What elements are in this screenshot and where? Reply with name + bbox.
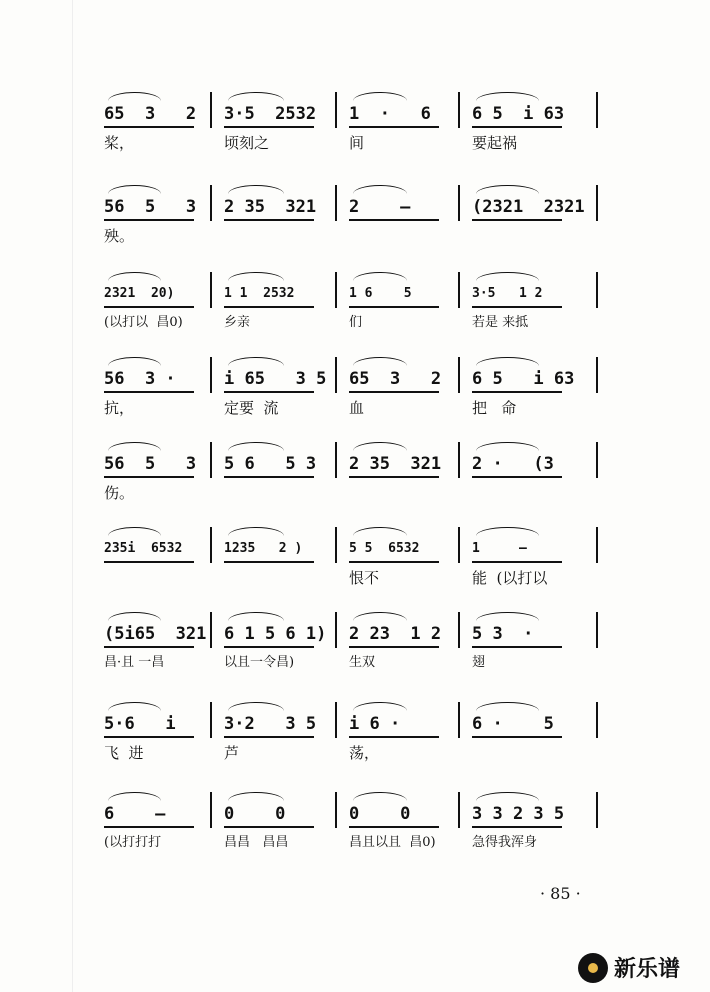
barline xyxy=(335,357,337,393)
beam-line xyxy=(349,736,439,738)
beam-line xyxy=(349,561,439,563)
barline xyxy=(335,612,337,648)
barline xyxy=(596,527,598,563)
measure-notes: 65 3 2 xyxy=(104,104,197,124)
barline xyxy=(458,527,460,563)
beam-line xyxy=(224,219,314,221)
barline xyxy=(335,792,337,828)
measure-notes: i 6 · xyxy=(349,714,401,734)
barline xyxy=(458,702,460,738)
slur-mark xyxy=(353,442,407,451)
slur-mark xyxy=(476,527,539,536)
lyric-text: 以且一令昌) xyxy=(224,655,295,670)
slur-mark xyxy=(476,357,539,366)
measure-notes: 6 5 i 63 xyxy=(472,104,565,124)
slur-mark xyxy=(353,92,407,101)
barline xyxy=(596,357,598,393)
measure-notes: 1 1 2532 xyxy=(224,286,295,301)
slur-mark xyxy=(228,792,284,801)
barline xyxy=(335,185,337,221)
beam-line xyxy=(224,736,314,738)
beam-line xyxy=(349,476,439,478)
barline xyxy=(458,612,460,648)
beam-line xyxy=(224,476,314,478)
lyric-text: 殃。 xyxy=(104,227,135,245)
slur-mark xyxy=(108,792,161,801)
beam-line xyxy=(349,391,439,393)
measure-notes: 6 1 5 6 1) xyxy=(224,624,327,644)
barline xyxy=(210,272,212,308)
lyric-text: 顷刻之 xyxy=(224,134,270,152)
slur-mark xyxy=(228,92,284,101)
slur-mark xyxy=(353,612,407,621)
lyric-text: 抗， xyxy=(104,399,135,417)
measure-notes: 5 3 · xyxy=(472,624,534,644)
slur-mark xyxy=(108,702,161,711)
lyric-text: 能 (以打以 xyxy=(472,569,548,587)
beam-line xyxy=(104,476,194,478)
slur-mark xyxy=(476,612,539,621)
measure-notes: 1 · 6 xyxy=(349,104,431,124)
lyric-text: 翅 xyxy=(472,655,486,670)
slur-mark xyxy=(108,527,161,536)
beam-line xyxy=(472,561,562,563)
slur-mark xyxy=(353,272,407,281)
barline xyxy=(596,442,598,478)
measure-notes: 2 35 321 xyxy=(349,454,442,474)
measure-notes: 3·2 3 5 xyxy=(224,714,317,734)
barline xyxy=(335,92,337,128)
slur-mark xyxy=(108,272,161,281)
record-disc-icon xyxy=(578,953,608,983)
slur-mark xyxy=(108,185,161,194)
beam-line xyxy=(224,826,314,828)
beam-line xyxy=(224,561,314,563)
barline xyxy=(596,702,598,738)
barline xyxy=(458,92,460,128)
measure-notes: 56 3 · xyxy=(104,369,176,389)
measure-notes: 3 3 2 3 5 xyxy=(472,804,565,824)
beam-line xyxy=(472,476,562,478)
barline xyxy=(335,272,337,308)
barline xyxy=(596,792,598,828)
beam-line xyxy=(472,306,562,308)
slur-mark xyxy=(353,527,407,536)
slur-mark xyxy=(353,792,407,801)
barline xyxy=(210,442,212,478)
beam-line xyxy=(104,219,194,221)
measure-notes: 6 5 i 63 xyxy=(472,369,575,389)
lyric-text: 们 xyxy=(349,315,363,330)
beam-line xyxy=(224,646,314,648)
lyric-text: 恨不 xyxy=(349,569,380,587)
measure-notes: 2 – xyxy=(349,197,411,217)
barline xyxy=(210,792,212,828)
beam-line xyxy=(104,736,194,738)
measure-notes: 2 23 1 2 xyxy=(349,624,442,644)
barline xyxy=(596,612,598,648)
lyric-text: 间 xyxy=(349,134,365,152)
lyric-text: 乡亲 xyxy=(224,315,251,330)
beam-line xyxy=(104,391,194,393)
measure-notes: 1 6 5 xyxy=(349,286,412,301)
lyric-text: 生双 xyxy=(349,655,376,670)
lyric-text: 芦 xyxy=(224,744,240,762)
beam-line xyxy=(472,391,562,393)
site-logo xyxy=(578,952,680,983)
beam-line xyxy=(349,826,439,828)
beam-line xyxy=(104,126,194,128)
beam-line xyxy=(472,646,562,648)
barline xyxy=(458,185,460,221)
slur-mark xyxy=(228,357,284,366)
measure-notes: 65 3 2 xyxy=(349,369,442,389)
lyric-text: (以打以 昌0) xyxy=(104,315,183,330)
measure-notes: 235i 6532 xyxy=(104,541,183,556)
measure-notes: 2 35 321 xyxy=(224,197,317,217)
barline xyxy=(596,272,598,308)
measure-notes: 56 5 3 xyxy=(104,197,197,217)
slur-mark xyxy=(108,612,161,621)
lyric-text: 急得我浑身 xyxy=(472,835,538,850)
beam-line xyxy=(472,736,562,738)
barline xyxy=(210,527,212,563)
barline xyxy=(596,185,598,221)
lyric-text: 荡， xyxy=(349,744,380,762)
measure-notes: 5 6 5 3 xyxy=(224,454,317,474)
measure-notes: 5·6 i xyxy=(104,714,176,734)
slur-mark xyxy=(353,357,407,366)
barline xyxy=(458,792,460,828)
barline xyxy=(335,527,337,563)
slur-mark xyxy=(476,792,539,801)
measure-notes: 6 – xyxy=(104,804,166,824)
beam-line xyxy=(224,306,314,308)
slur-mark xyxy=(108,92,161,101)
measure-notes: 3·5 2532 xyxy=(224,104,317,124)
barline xyxy=(210,357,212,393)
lyric-text: 若是 来抵 xyxy=(472,315,529,330)
measure-notes: (2321 2321 xyxy=(472,197,585,217)
beam-line xyxy=(224,391,314,393)
lyric-text: (以打打打 xyxy=(104,835,162,850)
slur-mark xyxy=(353,702,407,711)
measure-notes: 2 · (3 xyxy=(472,454,554,474)
barline xyxy=(210,185,212,221)
slur-mark xyxy=(228,612,284,621)
barline xyxy=(210,612,212,648)
slur-mark xyxy=(228,272,284,281)
barline xyxy=(458,357,460,393)
barline xyxy=(210,702,212,738)
beam-line xyxy=(349,306,439,308)
lyric-text: 昌且以且 昌0) xyxy=(349,835,436,850)
slur-mark xyxy=(476,702,539,711)
barline xyxy=(210,92,212,128)
beam-line xyxy=(104,306,194,308)
measure-notes: (5i65 321 xyxy=(104,624,207,644)
barline xyxy=(335,442,337,478)
barline xyxy=(458,442,460,478)
page-fold-line xyxy=(72,0,73,992)
measure-notes: 3·5 1 2 xyxy=(472,286,543,301)
slur-mark xyxy=(476,442,539,451)
lyric-text: 把 命 xyxy=(472,399,517,417)
beam-line xyxy=(349,646,439,648)
slur-mark xyxy=(108,357,161,366)
measure-notes: 5 5 6532 xyxy=(349,541,420,556)
beam-line xyxy=(104,826,194,828)
beam-line xyxy=(472,126,562,128)
beam-line xyxy=(349,219,439,221)
slur-mark xyxy=(353,185,407,194)
barline xyxy=(335,702,337,738)
logo-text: 新乐谱 xyxy=(614,957,681,982)
lyric-text: 伤。 xyxy=(104,484,135,502)
lyric-text: 昌昌 昌昌 xyxy=(224,835,289,850)
measure-notes: 2321 20) xyxy=(104,286,175,301)
lyric-text: 昌·且 一昌 xyxy=(104,655,165,670)
measure-notes: 1235 2 ) xyxy=(224,541,303,556)
slur-mark xyxy=(228,702,284,711)
beam-line xyxy=(224,126,314,128)
lyric-text: 桨， xyxy=(104,134,135,152)
slur-mark xyxy=(476,92,539,101)
beam-line xyxy=(349,126,439,128)
lyric-text: 血 xyxy=(349,399,365,417)
beam-line xyxy=(104,561,194,563)
page-number: · 85 · xyxy=(540,884,581,903)
slur-mark xyxy=(228,527,284,536)
slur-mark xyxy=(108,442,161,451)
beam-line xyxy=(472,219,562,221)
beam-line xyxy=(104,646,194,648)
measure-notes: 0 0 xyxy=(224,804,286,824)
barline xyxy=(596,92,598,128)
slur-mark xyxy=(476,272,539,281)
measure-notes: 1 – xyxy=(472,541,527,556)
lyric-text: 定要 流 xyxy=(224,399,279,417)
lyric-text: 飞 进 xyxy=(104,744,144,762)
measure-notes: 56 5 3 xyxy=(104,454,197,474)
lyric-text: 要起祸 xyxy=(472,134,518,152)
barline xyxy=(458,272,460,308)
measure-notes: i 65 3 5 xyxy=(224,369,327,389)
slur-mark xyxy=(228,442,284,451)
measure-notes: 0 0 xyxy=(349,804,411,824)
slur-mark xyxy=(476,185,539,194)
measure-notes: 6 · 5 xyxy=(472,714,554,734)
slur-mark xyxy=(228,185,284,194)
beam-line xyxy=(472,826,562,828)
